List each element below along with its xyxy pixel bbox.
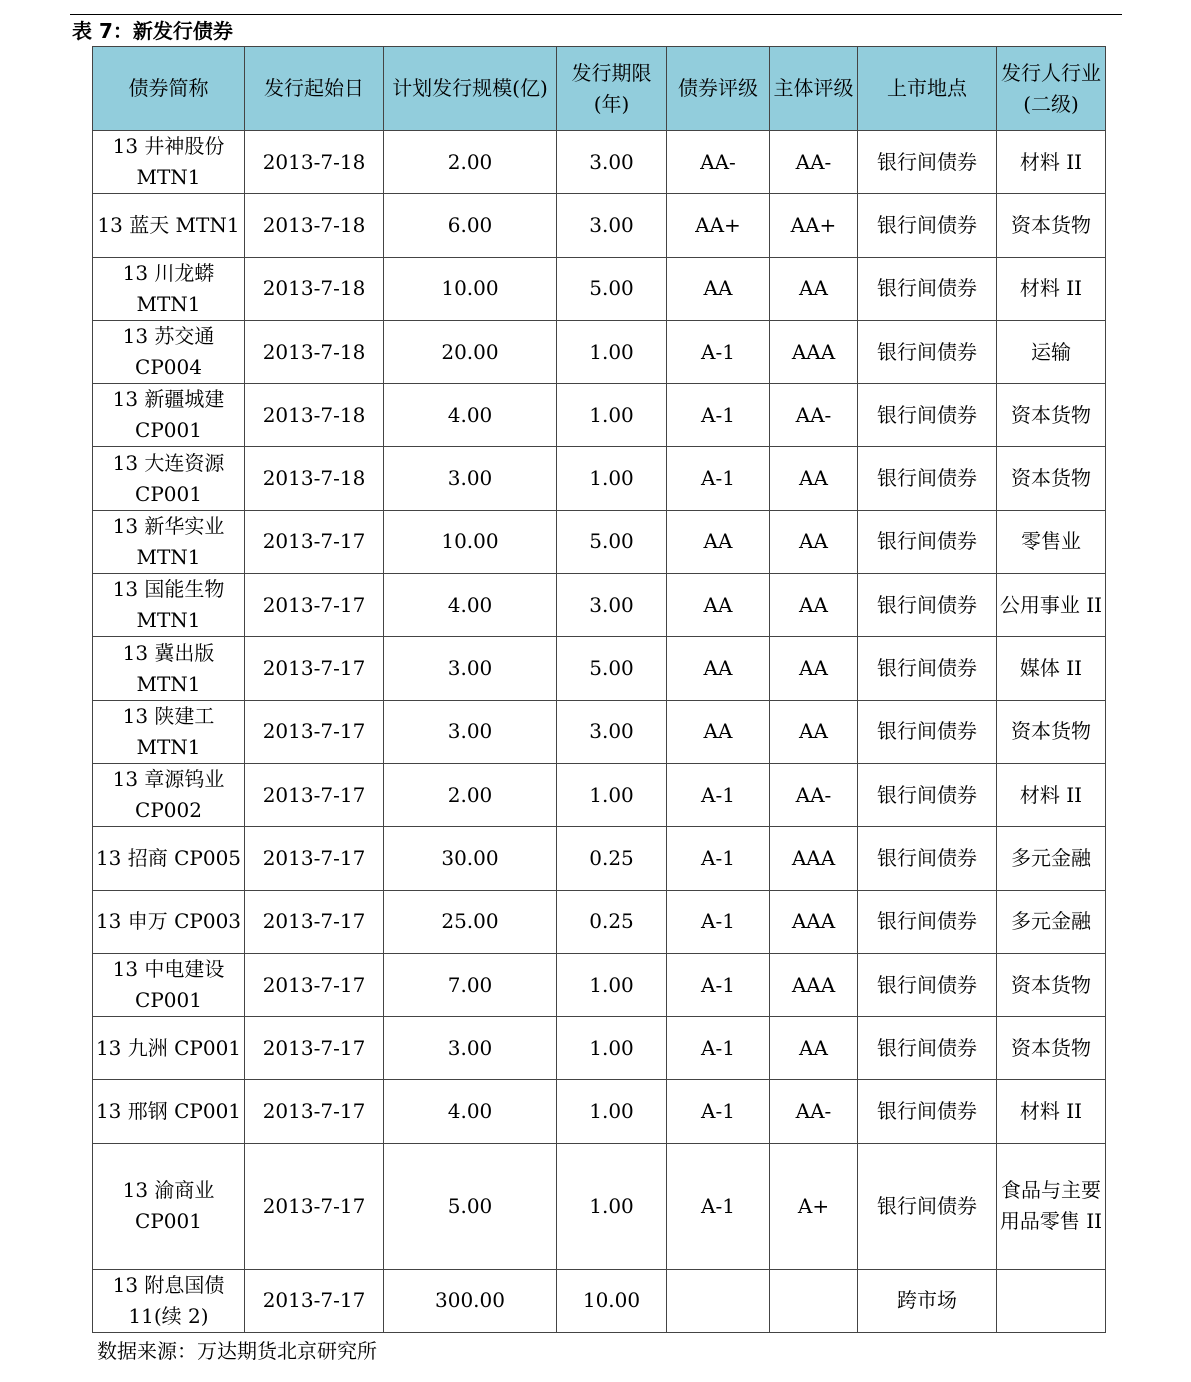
cell-name: 13 中电建设 CP001	[93, 953, 245, 1016]
cell-industry: 材料 II	[997, 763, 1106, 826]
cell-issuer-rating: AAA	[770, 320, 858, 383]
cell-industry: 多元金融	[997, 827, 1106, 890]
cell-date: 2013-7-17	[245, 510, 384, 573]
cell-issuer-rating: AA-	[770, 384, 858, 447]
cell-industry: 材料 II	[997, 1080, 1106, 1143]
table-row	[93, 384, 1106, 447]
cell-issuer-rating: AA	[770, 447, 858, 510]
cell-size: 2.00	[384, 763, 557, 826]
cell-bond-rating: AA+	[667, 194, 770, 257]
cell-bond-rating: A-1	[667, 1080, 770, 1143]
header-row	[93, 47, 1106, 131]
cell-venue: 银行间债券	[858, 1017, 997, 1080]
cell-name: 13 章源钨业 CP002	[93, 763, 245, 826]
cell-issuer-rating: AA	[770, 700, 858, 763]
cell-issuer-rating: A+	[770, 1143, 858, 1269]
header-cell: 计划发行规模(亿)	[384, 47, 557, 131]
cell-term: 1.00	[557, 1143, 667, 1269]
cell-date: 2013-7-18	[245, 194, 384, 257]
cell-venue: 银行间债券	[858, 700, 997, 763]
cell-industry: 资本货物	[997, 1017, 1106, 1080]
cell-bond-rating: A-1	[667, 763, 770, 826]
cell-issuer-rating: AA	[770, 510, 858, 573]
cell-bond-rating: A-1	[667, 384, 770, 447]
cell-venue: 银行间债券	[858, 1143, 997, 1269]
cell-term: 1.00	[557, 320, 667, 383]
cell-venue: 银行间债券	[858, 953, 997, 1016]
header-cell: 债券简称	[93, 47, 245, 131]
table-caption: 表 7：新发行债券	[72, 19, 233, 43]
cell-size: 2.00	[384, 131, 557, 194]
table-row	[93, 1143, 1106, 1269]
cell-issuer-rating: AA	[770, 637, 858, 700]
cell-bond-rating: AA	[667, 510, 770, 573]
header-cell: 发行人行业(二级)	[997, 47, 1106, 131]
header-cell: 上市地点	[858, 47, 997, 131]
cell-bond-rating: A-1	[667, 1017, 770, 1080]
table-row	[93, 953, 1106, 1016]
cell-term: 1.00	[557, 763, 667, 826]
cell-issuer-rating: AA	[770, 1017, 858, 1080]
header-cell: 发行起始日	[245, 47, 384, 131]
cell-date: 2013-7-17	[245, 574, 384, 637]
header-cell: 主体评级	[770, 47, 858, 131]
cell-issuer-rating: AA-	[770, 131, 858, 194]
cell-term: 1.00	[557, 1017, 667, 1080]
top-rule	[70, 14, 1122, 15]
cell-size: 25.00	[384, 890, 557, 953]
table-row	[93, 131, 1106, 194]
cell-industry: 多元金融	[997, 890, 1106, 953]
cell-industry: 零售业	[997, 510, 1106, 573]
cell-issuer-rating: AAA	[770, 827, 858, 890]
cell-date: 2013-7-17	[245, 1269, 384, 1332]
cell-name: 13 冀出版 MTN1	[93, 637, 245, 700]
cell-bond-rating: AA	[667, 257, 770, 320]
cell-issuer-rating: AA	[770, 257, 858, 320]
cell-name: 13 附息国债 11(续 2)	[93, 1269, 245, 1332]
cell-term: 1.00	[557, 384, 667, 447]
cell-size: 4.00	[384, 1080, 557, 1143]
cell-date: 2013-7-18	[245, 447, 384, 510]
cell-date: 2013-7-18	[245, 257, 384, 320]
cell-bond-rating: AA	[667, 637, 770, 700]
cell-term: 1.00	[557, 953, 667, 1016]
cell-term: 1.00	[557, 447, 667, 510]
cell-industry: 公用事业 II	[997, 574, 1106, 637]
cell-venue: 银行间债券	[858, 131, 997, 194]
header-cell: 发行期限(年)	[557, 47, 667, 131]
cell-name: 13 国能生物 MTN1	[93, 574, 245, 637]
cell-bond-rating: A-1	[667, 827, 770, 890]
cell-bond-rating: A-1	[667, 1143, 770, 1269]
cell-date: 2013-7-18	[245, 320, 384, 383]
cell-issuer-rating: AAA	[770, 953, 858, 1016]
cell-size: 20.00	[384, 320, 557, 383]
cell-date: 2013-7-17	[245, 953, 384, 1016]
cell-industry: 资本货物	[997, 700, 1106, 763]
cell-name: 13 大连资源 CP001	[93, 447, 245, 510]
cell-size: 5.00	[384, 1143, 557, 1269]
cell-name: 13 邢钢 CP001	[93, 1080, 245, 1143]
cell-issuer-rating	[770, 1269, 858, 1332]
cell-bond-rating: AA-	[667, 131, 770, 194]
cell-bond-rating: A-1	[667, 447, 770, 510]
cell-term: 5.00	[557, 637, 667, 700]
cell-name: 13 川龙蟒 MTN1	[93, 257, 245, 320]
cell-term: 3.00	[557, 131, 667, 194]
cell-name: 13 招商 CP005	[93, 827, 245, 890]
cell-industry: 运输	[997, 320, 1106, 383]
cell-industry: 资本货物	[997, 194, 1106, 257]
table-row	[93, 700, 1106, 763]
cell-issuer-rating: AA-	[770, 763, 858, 826]
cell-size: 10.00	[384, 257, 557, 320]
cell-size: 3.00	[384, 637, 557, 700]
cell-date: 2013-7-17	[245, 637, 384, 700]
cell-issuer-rating: AA+	[770, 194, 858, 257]
cell-venue: 银行间债券	[858, 257, 997, 320]
cell-date: 2013-7-17	[245, 700, 384, 763]
cell-industry: 资本货物	[997, 953, 1106, 1016]
cell-term: 3.00	[557, 700, 667, 763]
cell-name: 13 陕建工 MTN1	[93, 700, 245, 763]
cell-date: 2013-7-17	[245, 1143, 384, 1269]
cell-term: 1.00	[557, 1080, 667, 1143]
cell-venue: 银行间债券	[858, 194, 997, 257]
source-note: 数据来源：万达期货北京研究所	[97, 1339, 377, 1363]
cell-industry: 资本货物	[997, 447, 1106, 510]
cell-venue: 跨市场	[858, 1269, 997, 1332]
table-row	[93, 1080, 1106, 1143]
cell-industry: 资本货物	[997, 384, 1106, 447]
cell-term: 5.00	[557, 257, 667, 320]
table-row	[93, 763, 1106, 826]
table-row	[93, 257, 1106, 320]
cell-venue: 银行间债券	[858, 447, 997, 510]
header-cell: 债券评级	[667, 47, 770, 131]
cell-size: 300.00	[384, 1269, 557, 1332]
cell-date: 2013-7-17	[245, 1080, 384, 1143]
cell-issuer-rating: AAA	[770, 890, 858, 953]
cell-venue: 银行间债券	[858, 1080, 997, 1143]
cell-name: 13 蓝天 MTN1	[93, 194, 245, 257]
table-row	[93, 447, 1106, 510]
cell-date: 2013-7-18	[245, 384, 384, 447]
cell-industry: 食品与主要用品零售 II	[997, 1143, 1106, 1269]
table-row	[93, 890, 1106, 953]
cell-venue: 银行间债券	[858, 890, 997, 953]
cell-venue: 银行间债券	[858, 827, 997, 890]
cell-bond-rating: A-1	[667, 320, 770, 383]
cell-size: 7.00	[384, 953, 557, 1016]
cell-name: 13 新华实业 MTN1	[93, 510, 245, 573]
cell-name: 13 苏交通 CP004	[93, 320, 245, 383]
table-row	[93, 827, 1106, 890]
cell-date: 2013-7-18	[245, 131, 384, 194]
cell-issuer-rating: AA-	[770, 1080, 858, 1143]
cell-size: 3.00	[384, 700, 557, 763]
table-row	[93, 510, 1106, 573]
cell-size: 4.00	[384, 384, 557, 447]
cell-industry	[997, 1269, 1106, 1332]
cell-bond-rating: AA	[667, 700, 770, 763]
cell-bond-rating: AA	[667, 574, 770, 637]
cell-industry: 材料 II	[997, 131, 1106, 194]
cell-name: 13 新疆城建 CP001	[93, 384, 245, 447]
table-row	[93, 1269, 1106, 1332]
cell-term: 3.00	[557, 194, 667, 257]
cell-bond-rating: A-1	[667, 890, 770, 953]
cell-name: 13 申万 CP003	[93, 890, 245, 953]
cell-venue: 银行间债券	[858, 320, 997, 383]
cell-size: 6.00	[384, 194, 557, 257]
cell-name: 13 井神股份 MTN1	[93, 131, 245, 194]
cell-venue: 银行间债券	[858, 574, 997, 637]
table-row	[93, 1017, 1106, 1080]
cell-bond-rating	[667, 1269, 770, 1332]
cell-size: 3.00	[384, 447, 557, 510]
cell-size: 10.00	[384, 510, 557, 573]
cell-term: 0.25	[557, 890, 667, 953]
table-row	[93, 637, 1106, 700]
cell-industry: 材料 II	[997, 257, 1106, 320]
table-row	[93, 320, 1106, 383]
cell-size: 3.00	[384, 1017, 557, 1080]
cell-size: 30.00	[384, 827, 557, 890]
cell-term: 5.00	[557, 510, 667, 573]
cell-term: 0.25	[557, 827, 667, 890]
cell-issuer-rating: AA	[770, 574, 858, 637]
cell-venue: 银行间债券	[858, 510, 997, 573]
cell-venue: 银行间债券	[858, 763, 997, 826]
bond-table	[92, 46, 1106, 1333]
table-row	[93, 574, 1106, 637]
cell-name: 13 九洲 CP001	[93, 1017, 245, 1080]
cell-date: 2013-7-17	[245, 890, 384, 953]
table-body	[93, 131, 1106, 1333]
cell-bond-rating: A-1	[667, 953, 770, 1016]
cell-term: 3.00	[557, 574, 667, 637]
cell-date: 2013-7-17	[245, 1017, 384, 1080]
cell-venue: 银行间债券	[858, 637, 997, 700]
table-row	[93, 194, 1106, 257]
cell-industry: 媒体 II	[997, 637, 1106, 700]
cell-term: 10.00	[557, 1269, 667, 1332]
cell-name: 13 渝商业 CP001	[93, 1143, 245, 1269]
cell-size: 4.00	[384, 574, 557, 637]
cell-venue: 银行间债券	[858, 384, 997, 447]
cell-date: 2013-7-17	[245, 827, 384, 890]
cell-date: 2013-7-17	[245, 763, 384, 826]
